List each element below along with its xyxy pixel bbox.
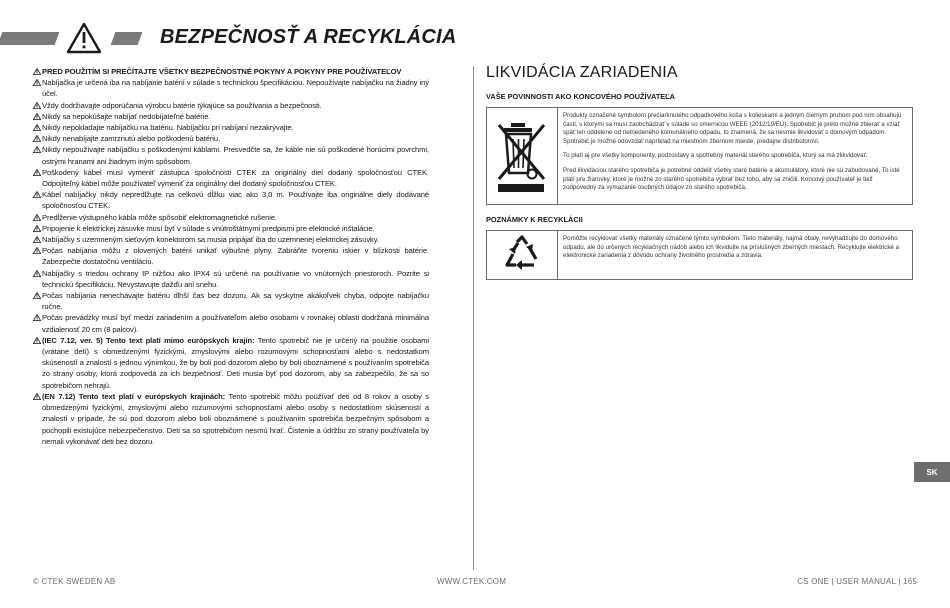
weee-box — [486, 107, 913, 205]
warning-triangle-icon — [33, 135, 41, 142]
warning-triangle-icon — [33, 292, 41, 299]
header-bar-mid — [111, 32, 143, 45]
disposal-section — [486, 64, 913, 280]
column-divider — [473, 66, 474, 570]
warning-triangle-icon — [33, 314, 41, 321]
warning-triangle-icon — [33, 113, 41, 120]
safety-item-text: Predĺženie výstupného kábla môže spôsobiť elektromagnetické rušenie. — [42, 212, 277, 222]
footer-copyright: © CTEK SWEDEN AB — [33, 577, 116, 586]
recycling-text: Pomôžte recyklovať všetky materiály označené týmto symbolom. Tieto materiály, najmä obaly, nevyhadzujte do domového odpadu, ale do určených recyklačných nádob alebo ich likvidujte na príslušných zberných miestach. Recyklujte elektrické a elektronické zariadenia z dôvodu ochrany životného prostredia a zdravia. — [563, 235, 900, 260]
safety-item — [33, 234, 429, 245]
weee-paragraph: Pred likvidáciou starého spotrebiča je potrebné oddeliť všetky staré batérie a akumulátory, ktoré nie sú zabudované. To isté platí pre žiarovky, ktoré je možné zo starého spotrebiča vybrať bez toho, aby sa zničili. Koncový používateľ je tiež zodpovedný za vymazanie osobných údajov zo starého spotrebiča. — [563, 166, 900, 192]
language-tab: SK — [914, 462, 950, 482]
safety-item-text: Nikdy nepoužívajte nabíjačku s poškodenými káblami. Presvedčte sa, že káble nie sú poškodené horúcimi povrchmi, ostrými hranami ani žiadnym iným spôsobom. — [42, 145, 429, 166]
header-bar-left — [0, 32, 59, 45]
safety-item — [33, 144, 429, 166]
safety-item — [33, 268, 429, 290]
recycle-icon-cell — [487, 231, 558, 279]
warning-triangle-icon — [33, 102, 41, 109]
warning-triangle-icon — [33, 124, 41, 131]
safety-item — [33, 335, 429, 391]
crossed-bin-icon — [494, 117, 550, 195]
weee-text — [558, 108, 912, 204]
safety-item — [33, 122, 429, 133]
safety-item-heading: (IEC 7.12, ver. 5) Tento text platí mimo európskych krajín: — [42, 335, 255, 345]
warning-triangle-icon — [33, 79, 41, 86]
disposal-subtitle: VAŠE POVINNOSTI AKO KONCOVÉHO POUŽÍVATEĽA — [486, 92, 676, 101]
warning-triangle-icon — [33, 191, 41, 198]
safety-item — [33, 167, 429, 189]
safety-item — [33, 312, 429, 334]
warning-triangle-icon — [33, 393, 41, 400]
warning-triangle-icon — [33, 270, 41, 277]
safety-item — [33, 391, 429, 447]
safety-item-text: Tento spotrebič môžu používať deti od 8 rokov a osoby s obmedzenými fyzickými, zmyslovými alebo rozumovými schopnosťami alebo osoby s nedostatkom skúseností a znalostí v prípade, že sú pod dozorom alebo boli oboznámené s používaním spotrebiča bezpečným spôsobom a pochopili existujúce nebezpečenstvo. Deti sa so spotrebičom nesmú hrať. Čistenie a údržbu zo strany používateľa by nemali vykonávať deti bez dozoru. — [42, 391, 429, 446]
weee-paragraph: Produkty označené symbolom prečiarknutého odpadkového koša s kolieskami a jedným čiernym pruhom pod ním obsahujú časti, s ktorými sa musí zaobchádzať v súlade so smernicou WEEE (2012/19/EÚ). Spotrebič je preto možné zbierať a vziať späť len oddelene od netriedeného komunálneho odpadu, to znamená, že sa nesmie likvidovať s domovým odpadom. Spotrebič je možné odovzdať napríklad na miestnom zbernom mieste, predajne distribútorovi. — [563, 112, 902, 145]
safety-item-text: Počas prevádzky musí byť medzi zariadením a používateľom alebo osobami v rovnakej oblasti dodržaná minimálna vzdialenosť 20 cm (8 palcov). — [42, 313, 429, 334]
safety-item — [33, 223, 429, 234]
safety-instructions — [33, 66, 429, 447]
safety-item-text: Vždy dodržiavajte odporúčania výrobcu batérie týkajúce sa používania a bezpečnosti. — [42, 100, 322, 110]
safety-item-text: Počas nabíjania môžu z olovených batérií unikať výbušné plyny. Zabráňte tvoreniu iskier v blízkosti batérie. Zabezpečte dostatočnú ventiláciu. — [42, 246, 429, 267]
safety-item-text: Pripojenie k elektrickej zásuvke musí byť v súlade s vnútroštátnymi predpismi pre elektrické inštalácie. — [42, 223, 375, 233]
weee-paragraph: To platí aj pre všetky komponenty, podzostavy a spotrebný materiál starého spotrebiča, ktorý sa má zlikvidovať. — [563, 152, 868, 160]
safety-item-heading: (EN 7.12) Tento text platí v európskych krajinách: — [42, 391, 226, 401]
warning-triangle-icon — [33, 236, 41, 243]
page-title: BEZPEČNOSŤ A RECYKLÁCIA — [160, 26, 457, 48]
safety-item-text: Nikdy nepokladajte nabíjačku na batériu. Nabíjačku pri nabíjaní nezakrývajte. — [42, 123, 294, 133]
footer-website: WWW.CTEK.COM — [437, 577, 507, 586]
footer-page-info: CS ONE | USER MANUAL | 165 — [797, 577, 917, 586]
warning-triangle-icon — [33, 169, 41, 176]
warning-triangle-icon — [33, 337, 41, 344]
safety-item-text: Nabíjačka je určená iba na nabíjanie batérií v súlade s technickou špecifikáciou. Nepoužívajte nabíjačku na žiadny iný účel. — [42, 78, 429, 99]
safety-item-heading: PRED POUŽITÍM SI PREČÍTAJTE VŠETKY BEZPEČNOSTNÉ POKYNY A POKYNY PRE POUŽÍVATEĽOV — [42, 67, 402, 76]
safety-item-text: Nikdy nenabíjajte zamrznutú alebo poškodenú batériu. — [42, 134, 221, 144]
warning-triangle-icon — [33, 68, 41, 75]
warning-triangle-icon — [33, 146, 41, 153]
safety-item — [33, 133, 429, 144]
safety-item-text: Poškodený kábel musí vymeniť zástupca spoločnosti CTEK za originálny diel dodaný spoločnosťou CTEK. Odpojiteľný kábel môže používateľ vymeniť za originálny diel dodaný spoločnosťou CTEK. — [42, 167, 429, 189]
warning-triangle-icon — [33, 225, 41, 232]
recycling-title: POZNÁMKY K RECYKLÁCII — [486, 215, 583, 224]
safety-item — [33, 100, 429, 111]
safety-item — [33, 212, 429, 223]
safety-item-text: Kábel nabíjačky nikdy nepredlžujte na celkovú dĺžku viac ako 3,0 m. Používajte iba originálne diely dodávané spoločnosťou CTEK. — [42, 190, 429, 211]
disposal-title: LIKVIDÁCIA ZARIADENIA — [486, 64, 678, 81]
safety-item — [33, 66, 429, 77]
safety-item — [33, 77, 429, 99]
safety-item-text: Nabíjačky s uzemneným sieťovým konektorom sa musia pripájať iba do uzemnenej elektrickej zásuvky. — [42, 235, 379, 245]
safety-item — [33, 189, 429, 211]
warning-triangle-icon — [66, 22, 102, 54]
recycle-icon — [500, 234, 544, 276]
weee-icon-cell — [487, 108, 558, 204]
safety-item — [33, 290, 429, 312]
warning-triangle-icon — [33, 247, 41, 254]
safety-item — [33, 245, 429, 267]
safety-item — [33, 111, 429, 122]
safety-item-text: Počas nabíjania nenechávajte batériu dlhší čas bez dozoru. Ak sa vyskytne akákoľvek chyba, odpojte nabíjačku ručne. — [42, 291, 429, 312]
safety-item-text: Nabíjačky s triedou ochrany IP nižšou ako IPX4 sú určené na používanie vo vnútorných priestoroch. Pozrite si technickú špecifikáciu. Nevystavujte dažďu ani snehu. — [42, 268, 429, 289]
warning-triangle-icon — [33, 214, 41, 221]
safety-item-text: Tento spotrebič nie je určený na použitie osobami (vrátane detí) s obmedzenými fyzickými, zmyslovými alebo rozumovými schopnosťami alebo s nedostatkom skúseností a znalostí s jednou výnimkou, že by boli pod dozorom alebo by boli oboznámené s používaním spotrebiča zo strany osoby, ktorá zodpovedá za ich bezpečnosť. Deti musia byť pod dozorom, aby sa zabezpečilo, že sa so spotrebičom nehrajú. — [42, 335, 429, 390]
recycling-box — [486, 230, 913, 280]
safety-item-text: Nikdy sa nepokúšajte nabíjať nedobíjateľné batérie. — [42, 111, 211, 121]
